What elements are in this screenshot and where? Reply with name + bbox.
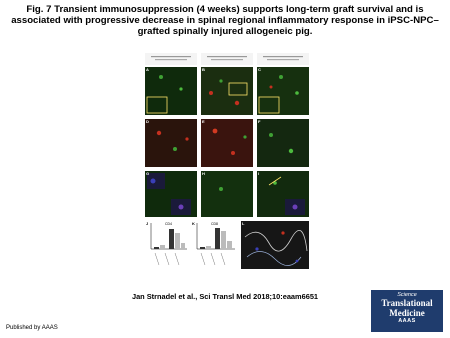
panel-letter-e: E	[202, 119, 205, 124]
slide-title: Fig. 7 Transient immunosuppression (4 weeks) supports long-term graft survival and is associated with progressive decrease in spinal regional inflammatory response in iPSC-NPC–grafted spinally injured allogeneic pig.	[11, 4, 439, 37]
column-headers	[145, 53, 309, 65]
chart-k	[145, 221, 189, 269]
panel-letter-g: G	[146, 171, 150, 176]
panel-letter-c: C	[258, 67, 261, 72]
citation: Jan Strnadel et al., Sci Transl Med 2018;10:eaam6651	[131, 292, 319, 301]
panel-letter-j: J	[146, 221, 149, 226]
panel-letter-h: H	[202, 171, 205, 176]
panel-letter-k: K	[192, 221, 195, 226]
logo-line-aaas: AAAS	[398, 318, 416, 324]
panel-letter-a: A	[146, 67, 149, 72]
logo-line-medicine: Medicine	[389, 308, 425, 318]
panel-letter-b: B	[202, 67, 205, 72]
chart-k-label: CD4	[165, 222, 173, 226]
micrograph-m	[241, 221, 309, 269]
figure-image	[141, 53, 311, 272]
panel-letter-i: I	[258, 171, 260, 176]
journal-logo	[371, 290, 443, 332]
micrograph-row-3	[145, 171, 309, 217]
micrograph-row-2	[145, 119, 309, 167]
micrograph-row-1	[145, 67, 309, 115]
panel-letter-d: D	[146, 119, 149, 124]
logo-line-science: Science	[397, 292, 417, 298]
chart-l	[191, 221, 237, 269]
panel-letter-f: F	[258, 119, 261, 124]
figure-panel	[141, 53, 311, 272]
publisher-credit: Published by AAAS	[6, 325, 58, 331]
chart-l-label: CD8	[211, 222, 219, 226]
panel-letter-l: L	[242, 221, 245, 226]
logo-line-translational: Translational	[381, 298, 433, 308]
